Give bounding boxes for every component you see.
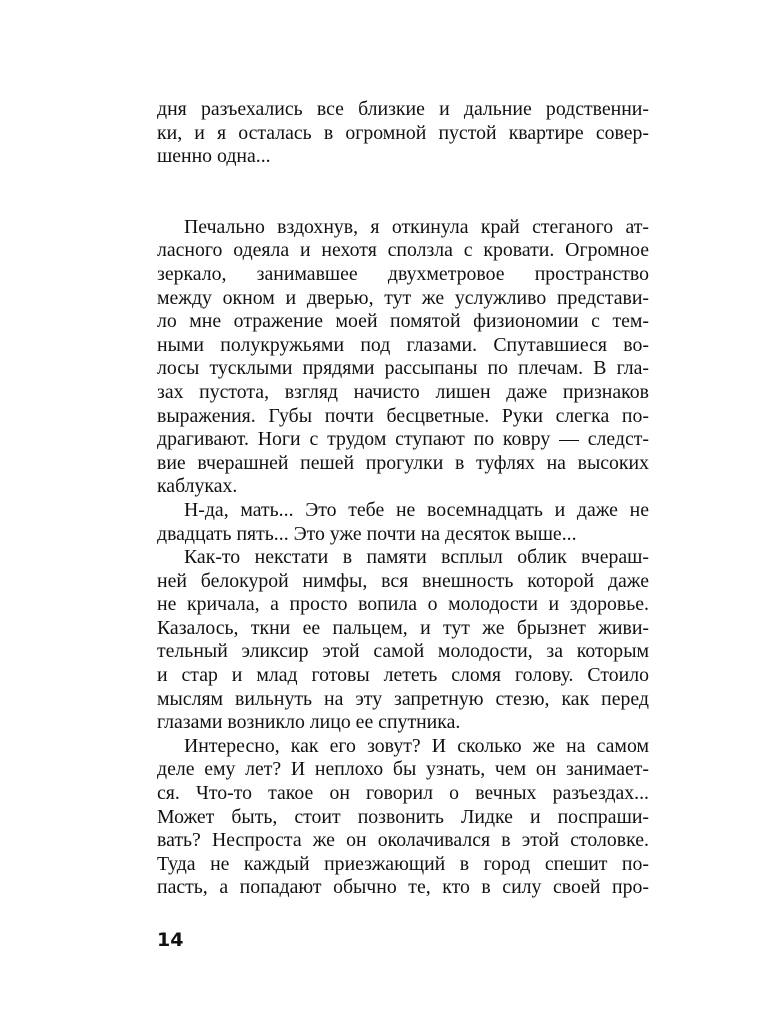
text-column [157,98,649,900]
text-line: пасть, а попадают обычно те, кто в силу своей про- [157,876,649,899]
paragraph-1 [157,216,649,499]
text-line: зах пустота, взгляд начисто лишен даже признаков [157,380,649,403]
text-line: дня разъехались все близкие и дальние родственни- [157,98,649,120]
text-line: Туда не каждый приезжающий в город спешит по- [157,852,649,875]
text-line: мыслям вильнуть на эту запретную стезю, как перед [157,687,649,710]
paragraph-2 [157,499,649,546]
paragraph-4 [157,735,649,900]
text-line: не кричала, а просто вопила о молодости и здоровье. [157,593,649,616]
text-line: выражения. Губы почти бесцветные. Руки слегка по- [157,404,649,427]
text-line: ными полукружьями под глазами. Спутавшиеся во- [157,333,649,356]
text-line: ней белокурой нимфы, вся внешность которой даже [157,569,649,592]
page-number: 14 [157,929,184,951]
text-line: Как-то некстати в памяти всплыл облик вчераш- [184,546,649,569]
intro-fragment [157,98,649,169]
text-line: шенно одна... [157,145,271,168]
text-line: Печально вздохнув, я откинула край стеганого ат- [184,215,649,238]
text-line: вать? Неспроста же он околачивался в этой столовке. [157,829,649,852]
text-line: ло мне отражение моей помятой физиономии с тем- [157,310,649,333]
text-line: глазами возникло лицо ее спутника. [157,711,461,734]
text-line: каблуках. [157,475,238,498]
text-line: ласного одеяла и нехотя сползла с кровати. Огромное [157,239,649,262]
text-line: ся. Что-то такое он говорил о вечных разъездах... [157,782,649,805]
text-line: зеркало, занимавшее двухметровое пространство [157,262,649,285]
text-line: Интересно, как его зовут? И сколько же на самом [184,734,649,757]
text-line: лосы тусклыми прядями рассыпаны по плечам. В гла- [157,357,649,380]
text-line: и стар и млад готовы лететь сломя голову. Стоило [157,664,649,687]
text-line: тельный эликсир этой самой молодости, за которым [157,640,649,663]
text-line: Н-да, мать... Это тебе не восемнадцать и даже не [184,498,649,521]
text-line: деле ему лет? И неплохо бы узнать, чем он занимает- [157,758,649,781]
text-line: Казалось, ткни ее пальцем, и тут же брызнет живи- [157,616,649,639]
text-line: между окном и дверью, тут же услужливо представи- [157,286,649,309]
text-line: ки, и я осталась в огромной пустой квартире совер- [157,121,649,144]
text-line: вие вчерашней пешей прогулки в туфлях на высоких [157,451,649,474]
text-line: драгивают. Ноги с трудом ступают по ковру — следст- [157,428,649,451]
paragraph-3 [157,546,649,735]
text-line: двадцать пять... Это уже почти на десяток выше... [157,522,577,545]
text-line: Может быть, стоит позвонить Лидке и поспраши- [157,805,649,828]
